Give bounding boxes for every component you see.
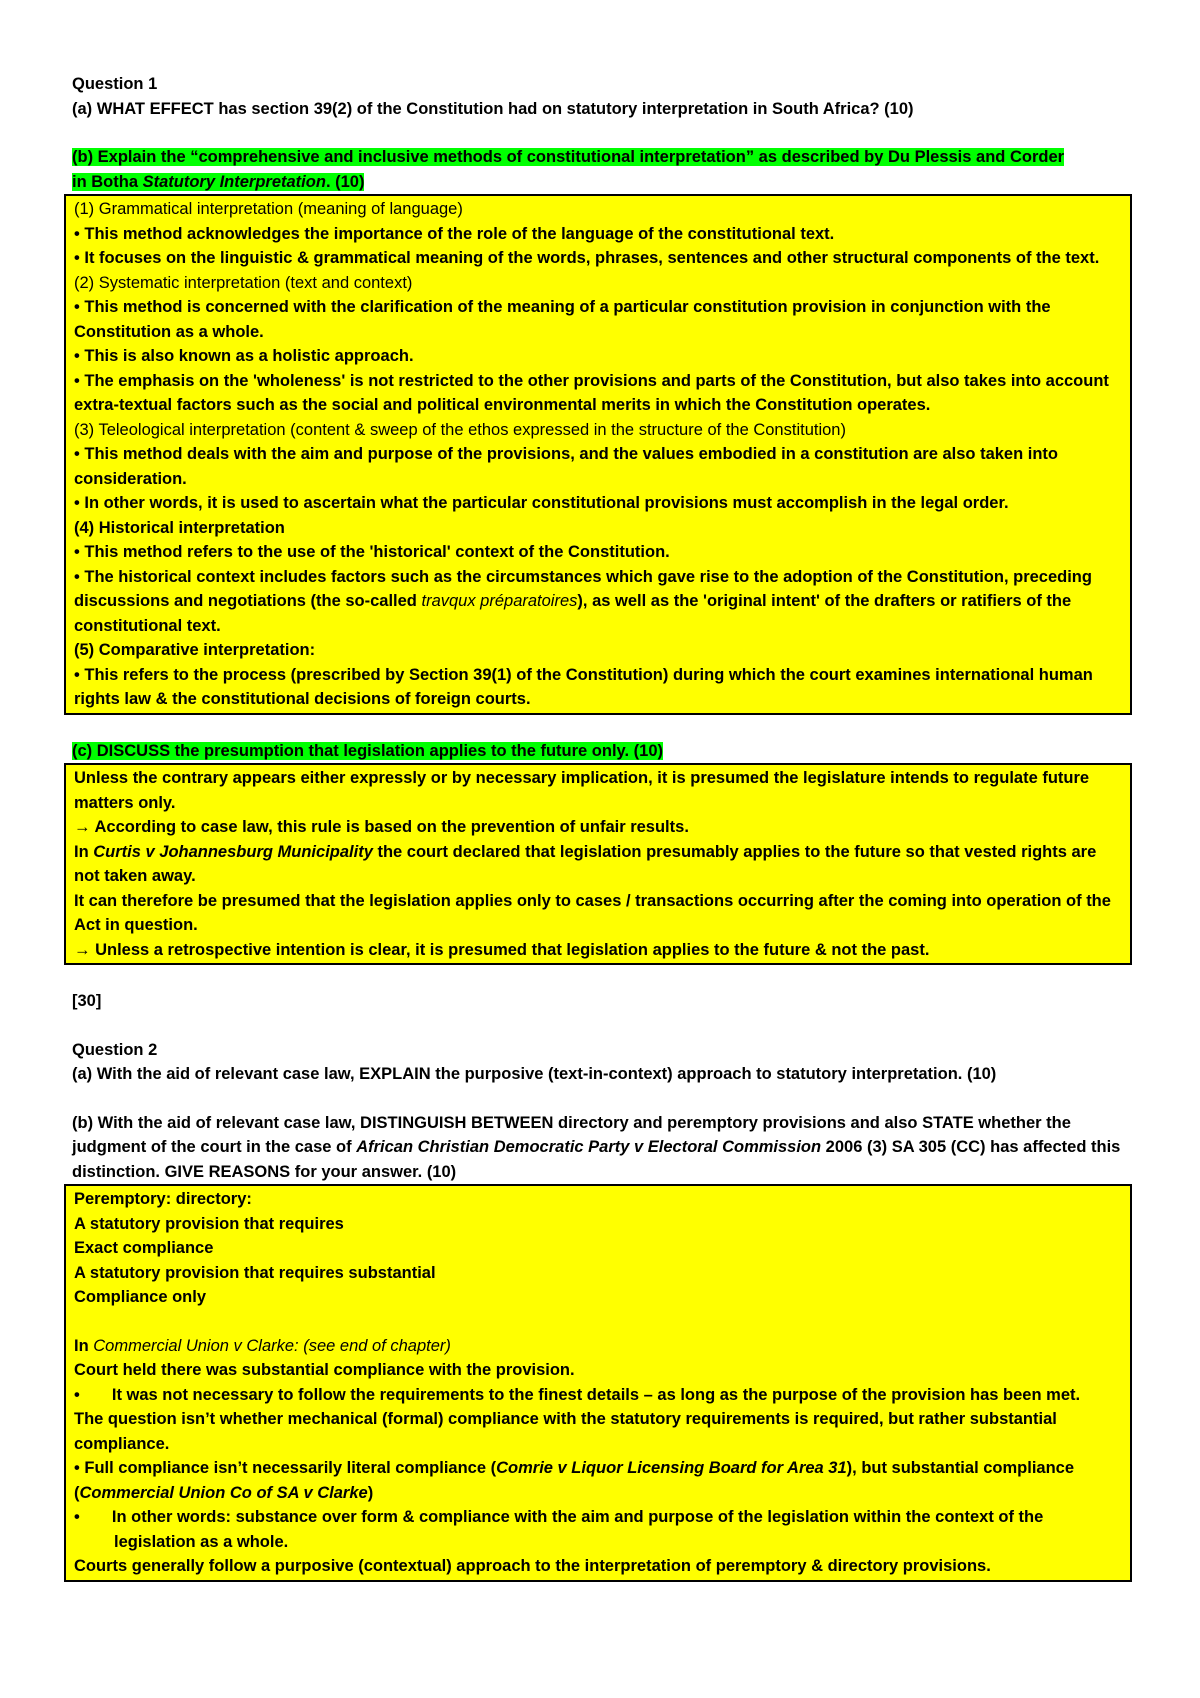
answer-text: ): [367, 1483, 374, 1502]
answer-line: It can therefore be presumed that the legislation applies only to cases / transactions occurring after the coming into operation of the Act in question.: [74, 891, 1111, 934]
answer-bullet: [74, 565, 1124, 639]
question-2b-pre: (b) With the aid of relevant case law, DISTINGUISH BETWEEN directory and peremptory provisions and also STATE whether the judgment of the court in the case of: [72, 1113, 1071, 1156]
answer-bullet: • This method is concerned with the clarification of the meaning of a particular constitution provision in conjunction with the Constitution as a whole.: [74, 298, 1051, 341]
question-1-title: Question 1: [72, 75, 158, 93]
case-name: Commercial Union v Clarke:: [93, 1336, 299, 1355]
answer-bullet: • It focuses on the linguistic & grammatical meaning of the words, phrases, sentences and other structural components of the text.: [74, 249, 1100, 267]
answer-line: Exact compliance: [74, 1239, 214, 1257]
answer-bullet: • This is also known as a holistic approach.: [74, 347, 414, 365]
question-2b: [72, 1111, 1132, 1185]
answer-note: (see end of chapter): [298, 1336, 451, 1355]
answer-arrow-line: → According to case law, this rule is based on the prevention of unfair results.: [74, 818, 689, 836]
answer-heading: (5) Comparative interpretation:: [74, 641, 316, 659]
question-2-title: Question 2: [72, 1040, 158, 1059]
case-name: Curtis v Johannesburg Municipality: [93, 842, 373, 861]
answer-text: • The historical context includes factors such as the circumstances which gave rise to the adoption of the Constitution, preceding discussions and negotiations (the so-called: [74, 567, 1092, 610]
answer-heading: (3) Teleological interpretation (content & sweep of the ethos expressed in the structure of the Constitution): [74, 420, 846, 439]
question-1b-line1: (b) Explain the “comprehensive and inclusive methods of constitutional interpretation” as described by Du Plessis and Corder: [72, 148, 1065, 166]
answer-line: The question isn’t whether mechanical (formal) compliance with the statutory requirements is required, but rather substantial compliance.: [74, 1410, 1057, 1453]
answer-heading: (2) Systematic interpretation (text and context): [74, 273, 413, 292]
answer-text: In: [74, 842, 94, 861]
answer-italic-term: travqux préparatoires: [421, 592, 578, 610]
case-name: Commercial Union Co of SA v Clarke: [79, 1483, 368, 1502]
answer-text: In: [74, 1336, 94, 1355]
case-name: African Christian Democratic Party v Electoral Commission: [356, 1138, 822, 1156]
answer-text: ), but substantial compliance (: [74, 1459, 1075, 1502]
question-1b-book-title: Statutory Interpretation: [142, 172, 326, 191]
case-name: Comrie v Liquor Licensing Board for Area 31: [496, 1459, 847, 1477]
question-1a: (a) WHAT EFFECT has section 39(2) of the Constitution had on statutory interpretation in South Africa? (10): [72, 99, 914, 118]
answer-text: • Full compliance isn’t necessarily literal compliance (: [74, 1459, 497, 1477]
answer-line: Unless the contrary appears either expressly or by necessary implication, it is presumed the legislature intends to regulate future matters only.: [74, 769, 1090, 812]
answer-text: In other words: substance over form & compliance with the aim and purpose of the legislation within the context of the legislation as a whole.: [111, 1508, 1044, 1551]
answer-heading: (1) Grammatical interpretation (meaning of language): [74, 200, 463, 218]
question-2b-post: 2006 (3) SA 305 (CC) has affected this distinction. GIVE REASONS for your answer. (10): [72, 1138, 1121, 1181]
answer-line: Compliance only: [74, 1288, 207, 1306]
document-page: [72, 72, 1132, 1582]
answer-line: Courts generally follow a purposive (contextual) approach to the interpretation of peremptory & directory provisions.: [74, 1557, 991, 1575]
answer-bullet: [74, 1456, 1124, 1505]
answer-2b-box: [64, 1184, 1132, 1582]
answer-bullet: • The emphasis on the 'wholeness' is not restricted to the other provisions and parts of the Constitution, but also takes into account extra-textual factors such as the social and political environmental merits in which the Constitution operates.: [74, 371, 1109, 414]
answer-line: Court held there was substantial compliance with the provision.: [74, 1361, 575, 1379]
answer-bullet: • This method acknowledges the importance of the role of the language of the constitutional text.: [74, 224, 835, 243]
answer-bullet: • This refers to the process (prescribed by Section 39(1) of the Constitution) during which the court examines international human rights law & the constitutional decisions of foreign courts.: [74, 665, 1093, 708]
answer-bullet: • It was not necessary to follow the requirements to the finest details – as long as the purpose of the provision has been met.: [74, 1385, 1081, 1404]
question-1-total: [30]: [72, 992, 102, 1010]
answer-1c-box: [64, 763, 1132, 965]
answer-1b-box: [64, 194, 1132, 715]
answer-arrow-line: → Unless a retrospective intention is clear, it is presumed that legislation applies to the future & not the past.: [74, 940, 930, 959]
answer-line: A statutory provision that requires substantial: [74, 1263, 436, 1282]
answer-line: Peremptory: directory:: [74, 1190, 252, 1208]
question-2a: (a) With the aid of relevant case law, EXPLAIN the purposive (text-in-context) approach to statutory interpretation. (10): [72, 1065, 997, 1083]
answer-text: the court declared that legislation presumably applies to the future so that vested rights are not taken away.: [74, 842, 1097, 885]
question-1c: (c) DISCUSS the presumption that legislation applies to the future only. (10): [72, 741, 663, 760]
answer-text: It was not necessary to follow the requirements to the finest details – as long as the purpose of the provision has been met.: [111, 1385, 1081, 1404]
answer-line: [74, 1334, 1124, 1359]
answer-text: ), as well as the 'original intent' of the drafters or ratifiers of the constitutional text.: [74, 592, 1072, 635]
question-1b-line2-pre: in Botha: [72, 172, 143, 191]
question-1b: [72, 145, 1132, 194]
answer-bullet: • In other words: substance over form & compliance with the aim and purpose of the legislation within the context of the legislation as a whole.: [74, 1508, 1044, 1551]
answer-bullet: • In other words, it is used to ascertain what the particular constitutional provisions must accomplish in the legal order.: [74, 494, 1009, 512]
question-1b-line2-post: . (10): [325, 172, 365, 191]
answer-line: A statutory provision that requires: [74, 1214, 344, 1233]
answer-bullet: • This method refers to the use of the 'historical' context of the Constitution.: [74, 543, 670, 561]
answer-heading: (4) Historical interpretation: [74, 518, 285, 537]
answer-bullet: • This method deals with the aim and purpose of the provisions, and the values embodied in a constitution are also taken into consideration.: [74, 445, 1059, 488]
answer-line: [74, 840, 1124, 889]
